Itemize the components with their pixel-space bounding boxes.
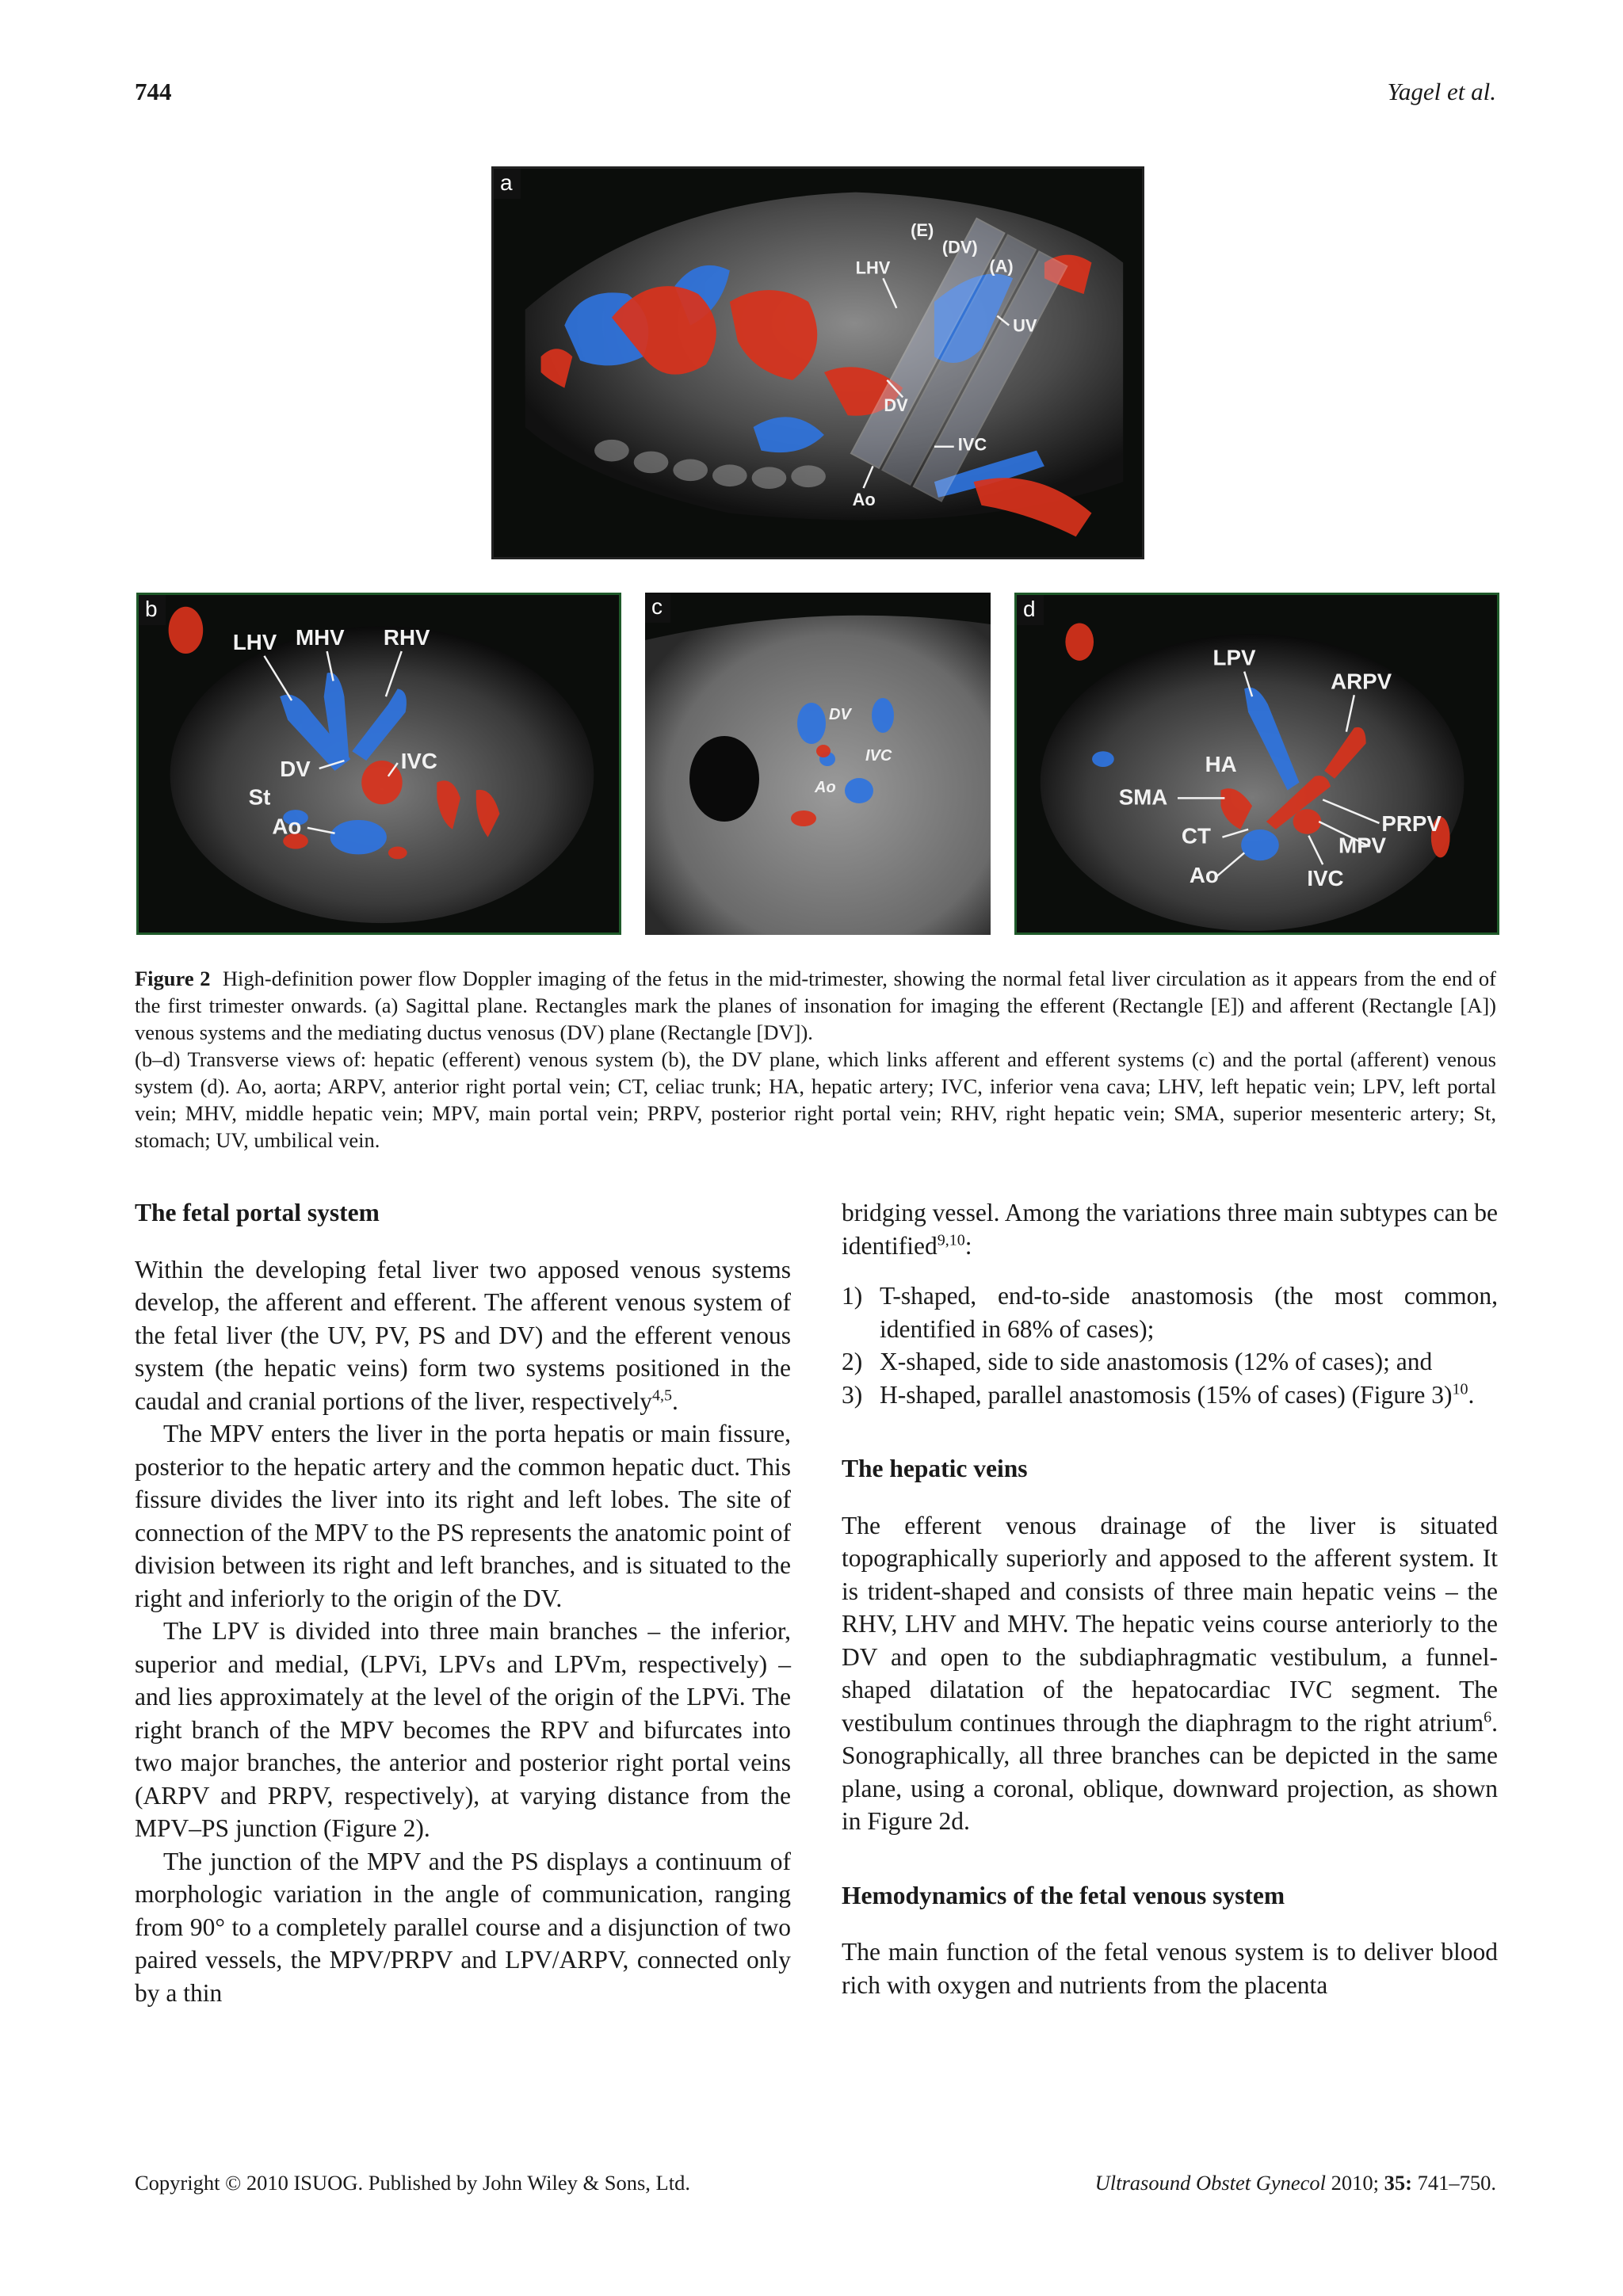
journal-year: 2010; — [1331, 2171, 1380, 2195]
panel-d-label-6: MPV — [1338, 833, 1387, 858]
panel-c-ultrasound — [645, 593, 991, 935]
list-item-text: T-shaped, end-to-side anastomosis (the most common, identified in 68% of cases); — [880, 1282, 1498, 1343]
panel-b-label-4: IVC — [400, 748, 437, 773]
panel-a-label-3: LHV — [855, 257, 891, 278]
paragraph-1-end: . — [671, 1386, 678, 1415]
panel-a-label-4: UV — [1013, 315, 1037, 336]
list-item-number: 3) — [842, 1380, 863, 1409]
panel-d-label-1: ARPV — [1331, 669, 1392, 694]
panel-d-label-2: HA — [1205, 751, 1237, 776]
panel-b-label-3: DV — [280, 756, 311, 781]
panel-b-label-1: MHV — [296, 625, 345, 650]
caption-text-1: High-definition power flow Doppler imaging of the fetus in the mid-trimester, showing the normal fetal liver circulation as it appears from the end of the first trimester onwards. (a) Sagittal plane. Rectangles mark the planes of insonation for imaging the efferent (Rectangle [E]) and afferent (Rectangle [A]) venous systems and the mediating ductus venosus (DV) plane (Rectangle [DV]). — [135, 967, 1496, 1044]
panel-b-label-2: RHV — [383, 625, 430, 650]
panel-a-label-7: Ao — [852, 489, 876, 509]
caption-paragraph-1 — [135, 965, 1496, 1046]
paragraph-3: The LPV is divided into three main branches – the inferior, superior and medial, (LPVi, LPVs and LPVm, respectively) – and lies approximately at the level of the origin of the LPVi. The right branch of the MPV becomes the RPV and bifurcates into two major branches, the anterior and posterior right portal veins (ARPV and PRPV, respectively), at varying distance from the MPV–PS junction (Figure 2). — [135, 1617, 791, 1842]
panel-a-label-2: (A) — [989, 256, 1014, 277]
panel-d-label-4: PRPV — [1381, 810, 1442, 836]
panel-a-letter: a — [494, 169, 521, 199]
section-heading-hepatic-veins: The hepatic veins — [842, 1455, 1028, 1482]
paragraph-continuation-end: : — [964, 1231, 972, 1260]
figure-caption — [135, 965, 1496, 1154]
reference-9-10[interactable]: 9,10 — [937, 1231, 965, 1249]
figure-panel-b — [136, 593, 621, 935]
panel-b-label-5: St — [248, 784, 271, 810]
subtype-list — [842, 1280, 1498, 1411]
panel-c-label-0: DV — [829, 706, 851, 723]
panel-c-label-2: Ao — [815, 779, 836, 796]
panel-d-label-0: LPV — [1212, 645, 1256, 670]
right-column — [842, 1196, 1498, 2001]
panel-a-label-5: DV — [884, 395, 908, 416]
reference-6[interactable]: 6 — [1484, 1708, 1492, 1726]
running-head: Yagel et al. — [1387, 78, 1496, 105]
left-column — [135, 1196, 791, 2009]
list-item-end: . — [1468, 1380, 1475, 1409]
panel-c-letter: c — [645, 593, 670, 623]
list-item-text: H-shaped, parallel anastomosis (15% of cases) (Figure 3) — [880, 1380, 1453, 1409]
footer-citation — [1095, 2169, 1496, 2196]
paragraph-continuation-text: bridging vessel. Among the variations three main subtypes can be identified — [842, 1199, 1498, 1260]
page-number: 744 — [135, 78, 172, 105]
figure-panel-c — [645, 593, 991, 935]
panel-b-label-6: Ao — [272, 814, 302, 839]
panel-d-label-8: IVC — [1307, 865, 1344, 891]
footer-copyright: Copyright © 2010 ISUOG. Published by John Wiley & Sons, Ltd. — [135, 2171, 690, 2195]
paragraph-2: The MPV enters the liver in the porta hepatis or main fissure, posterior to the hepatic artery and the common hepatic duct. This fissure divides the liver into its right and left lobes. The site of connection of the MPV to the PS represents the anatomic point of division between its right and left branches, and is situated to the right and inferiorly to the origin of the DV. — [135, 1420, 791, 1612]
list-item — [842, 1379, 1498, 1412]
list-item-text: X-shaped, side to side anastomosis (12% of cases); and — [880, 1348, 1433, 1375]
paragraph-6: The main function of the fetal venous system is to deliver blood rich with oxygen and nutrients from the placenta — [842, 1938, 1498, 1999]
section-heading-portal-system: The fetal portal system — [135, 1199, 380, 1226]
journal-volume: 35: — [1384, 2171, 1412, 2195]
panel-a-label-1: (DV) — [941, 237, 978, 257]
caption-label: Figure 2 — [135, 967, 211, 990]
panel-d-ultrasound — [1017, 595, 1497, 933]
panel-b-ultrasound — [139, 595, 619, 933]
section-heading-hemodynamics: Hemodynamics of the fetal venous system — [842, 1881, 1285, 1909]
list-item-number: 1) — [842, 1282, 863, 1310]
figure-panel-d — [1014, 593, 1499, 935]
paragraph-1-text: Within the developing fetal liver two apposed venous systems develop, the afferent and efferent. The afferent venous system of the fetal liver (the UV, PV, PS and DV) and the efferent venous system (the hepatic veins) form two systems positioned in the caudal and cranial portions of the liver, respectively — [135, 1255, 791, 1415]
paragraph-5 — [842, 1509, 1498, 1838]
panel-a-label-6: IVC — [957, 434, 987, 455]
paragraph-5-text: The efferent venous drainage of the liver is situated topographically superiorly and apposed to the afferent system. It is trident-shaped and consists of three main hepatic veins – the RHV, LHV and MHV. The hepatic veins course anteriorly to the DV and open to the subdiaphragmatic vestibulum, a funnel-shaped dilatation of the hepatocardiac IVC segment. The vestibulum continues through the diaphragm to the right atrium — [842, 1511, 1498, 1737]
paragraph-5-end: . Sonographically, all three branches can be depicted in the same plane, using a coronal, oblique, downward projection, as shown in Figure 2d. — [842, 1708, 1498, 1835]
panel-d-label-7: Ao — [1189, 862, 1219, 887]
panel-d-letter: d — [1017, 595, 1044, 625]
list-item — [842, 1345, 1498, 1379]
figure-panel-a — [491, 166, 1144, 559]
paragraph-4: The junction of the MPV and the PS displays a continuum of morphologic variation in the angle of communication, ranging from 90° to a completely parallel course and a disjunction of two paired vessels, the MPV/PRPV and LPV/ARPV, connected only by a thin — [135, 1847, 791, 2007]
panel-d-label-5: CT — [1181, 823, 1211, 849]
paragraph-1 — [135, 1253, 791, 1418]
panel-b-letter: b — [139, 595, 166, 625]
journal-name: Ultrasound Obstet Gynecol — [1094, 2171, 1327, 2195]
panel-c-label-1: IVC — [865, 747, 892, 765]
list-item — [842, 1280, 1498, 1345]
list-item-number: 2) — [842, 1348, 863, 1375]
panel-a-ultrasound — [494, 169, 1142, 557]
panel-a-label-0: (E) — [911, 220, 934, 240]
journal-pages: 741–750. — [1417, 2171, 1496, 2195]
reference-4-5[interactable]: 4,5 — [651, 1386, 672, 1404]
reference-10[interactable]: 10 — [1452, 1380, 1468, 1398]
paragraph-continuation — [842, 1196, 1498, 1262]
panel-b-label-0: LHV — [232, 630, 277, 655]
panel-d-label-3: SMA — [1118, 784, 1168, 810]
caption-paragraph-2: (b–d) Transverse views of: hepatic (efferent) venous system (b), the DV plane, which links afferent and efferent systems (c) and the portal (afferent) venous system (d). Ao, aorta; ARPV, anterior right portal vein; CT, celiac trunk; HA, hepatic artery; IVC, inferior vena cava; LHV, left hepatic vein; LPV, left portal vein; MHV, middle hepatic vein; MPV, main portal vein; PRPV, posterior right portal vein; RHV, right hepatic vein; SMA, superior mesenteric artery; St, stomach; UV, umbilical vein. — [135, 1047, 1496, 1152]
